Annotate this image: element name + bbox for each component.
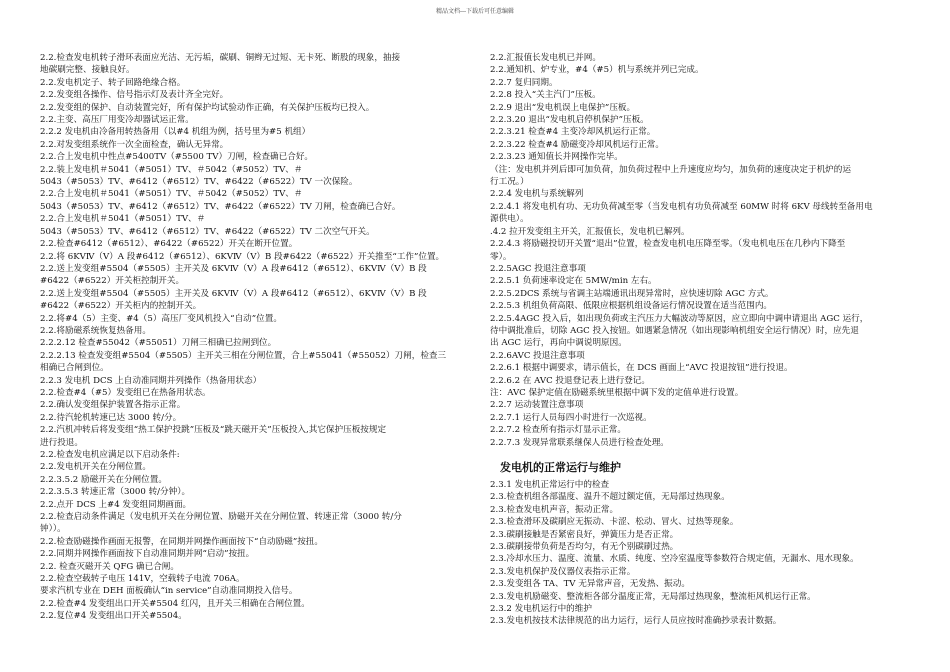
page-header: 精品文档---下载后可任意编辑: [435, 8, 515, 15]
text-line: 2.3.冷却水压力、温度、流量、水质、纯度、空冷室温度等参数符合规定值，无漏水、甩水现象。: [490, 554, 859, 565]
text-line: 2.3.检查发电机声音，振动正常。: [490, 504, 619, 515]
text-line: 2.2.合上发电机＃5041（#5051）TV、＃: [40, 214, 206, 225]
text-line: 2.2.检查空载转子电压 141V，空载转子电流 706A。: [40, 574, 245, 585]
text-line: 2.2.3.23 通知值长并网操作完毕。: [490, 152, 623, 163]
text-line: 2.2.送上发变组#5504（#5505）主开关及 6KVⅣ（Ⅴ）A 段#6412（#6512）、6KVⅣ（Ⅴ）B 段: [40, 263, 427, 274]
text-line: 零）。: [490, 251, 512, 262]
text-line: 进行投退。: [40, 437, 83, 448]
text-line: 2.2.3.22 检查#4 励磁变冷却风机运行正常。: [490, 139, 664, 150]
text-line: 注：AVC 保护定值在励磁系统里根据中调下发的定值单进行设置。: [490, 387, 744, 398]
text-line: 2.2.检查励磁操作画面无报警，在同期并网操作画面按下“自动励磁”按扭。: [40, 536, 323, 547]
text-line: 2.2.4.1 将发电机有功、无功负荷减至零（当发电机有功负荷减至 60MW 时将 6KV 母线转至备用电: [490, 201, 873, 212]
text-line: 2.2.5.4AGC 投入后，如出现负荷或主汽压力大幅波动等原因，应立即向中调申请退出 AGC 运行，: [490, 313, 869, 324]
text-line: 2.2.8 投入“关主汽门”压板。: [490, 90, 601, 101]
text-line: 2.2.7 复归同期。: [490, 77, 558, 88]
text-line: 2.2.检查启动条件满足（发电机开关在分闸位置、励磁开关在分闸位置、转速正常（3000 转/分: [40, 512, 402, 523]
right-column-part-2: [490, 479, 910, 628]
text-line: 待中调批准后，切除 AGC 投入按钮。如遇紧急情况（如出现影响机组安全运行情况）时，应先退: [490, 325, 859, 336]
text-line: 行工况。）: [490, 177, 529, 188]
text-line: 2.2.检查发电机应满足以下启动条件:: [40, 450, 180, 460]
text-line: 2.2.检查发电机转子滑环表面应光洁、无污垢，碳刷、铜辫无过短、无卡死、断股的现象，抽接: [40, 53, 401, 63]
text-line: 5043（#5053）TV、#6412（#6512）TV、#6422（#6522）TV 一次保险。: [40, 177, 358, 188]
text-line: 2.2.检查#4 发变组出口开关#5504 红闪，且开关三相确在合闸位置。: [40, 598, 310, 609]
text-line: 2.2.待汽轮机转速已达 3000 转/分。: [40, 412, 182, 423]
text-line: 2.3.发电机励磁变、整流柜各部分温度正常，无局部过热现象，整流柜风机运行正常。: [490, 591, 816, 602]
text-line: 2.2.2.13 检查发变组#5504（#5505）主开关三相在分闸位置，合上#55041（#55052）刀闸，检查三: [40, 350, 447, 361]
text-line: 2.2.5.1 负荷速率设定在 5MW/min 左右。: [490, 276, 657, 287]
text-line: 2.2.5AGC 投退注意事项: [490, 263, 586, 274]
right-column-part-1: [490, 52, 910, 449]
text-line: 2.2.4 发电机与系统解列: [490, 189, 584, 200]
text-line: 2.3.检查滑环及碳刷应无振动、卡涩、松动、冒火、过热等现象。: [490, 517, 739, 528]
text-line: 2.2.6.2 在 AVC 投退登记表上进行登记。: [490, 375, 650, 386]
text-line: 要求汽机专业在 DEH 面板确认“in service”自动准同期投入信号。: [40, 586, 298, 597]
text-line: 2.2.装上发电机＃5041（#5051）TV、＃5042（#5052）TV、＃: [40, 164, 303, 175]
text-line: 2.2.2 发电机由冷备用转热备用（以#4 机组为例，括号里为#5 机组）: [40, 127, 311, 138]
text-line: 2.2.将 6KVⅣ（Ⅴ）A 段#6412（#6512）、6KVⅣ（Ⅴ）B 段#6422（#6522）开关推至“工作”位置。: [40, 251, 445, 262]
text-line: 2.2.对发变组系统作一次全面检查，确认无异常。: [40, 139, 229, 150]
text-line: 出 AGC 运行，再向中调说明原因。: [490, 338, 627, 349]
text-line: 2.3.发变组各 TA、TV 无异常声音，无发热、振动。: [490, 579, 690, 590]
text-line: 2.2.复位#4 发变组出口开关#5504。: [40, 611, 187, 622]
text-line: 2.2.将励磁系统恢复热备用。: [40, 325, 151, 336]
right-column: [490, 52, 910, 628]
text-line: .4.2 拉开发变组主开关，汇报值长，发电机已解列。: [490, 226, 690, 237]
text-line: #6422（#6522）开关柜控制开关。: [40, 276, 185, 287]
text-line: 2.2.3.20 退出“发电机启停机保护”压板。: [490, 115, 649, 126]
text-line: 2.2.4.3 将励磁投切开关置“退出”位置，检查发电机电压降至零。（发电机电压在几秒内下降至: [490, 239, 846, 250]
text-line: 2.2.合上发电机中性点#5400TV（#5500 TV）刀闸，检查确已合好。: [40, 152, 314, 163]
text-line: 2.2.9 退出“发电机误上电保护”压板。: [490, 102, 636, 113]
text-line: 5043（#5053）TV、#6412（#6512）TV、#6422（#6522）TV 刀闸，检查确已合好。: [40, 201, 401, 212]
text-line: 2.2.6AVC 投退注意事项: [490, 350, 585, 361]
text-line: 地碳刷完整、接触良好。: [40, 65, 135, 76]
text-line: 2.2.汽机冲转后将发变组“热工保护投跳”压板及“跳天磁开关”压板投入,其它保护压板按规定: [40, 425, 387, 436]
text-line: 2.3.1 发电机正常运行中的检查: [490, 480, 610, 490]
text-line: 5043（#5053）TV、#6412（#6512）TV、#6422（#6522）TV 二次空气开关。: [40, 226, 375, 237]
text-line: 2.2.3 发电机 DCS 上自动准同期并列操作（热备用状态）: [40, 375, 262, 386]
text-line: 2.2.将#4（5）主变、#4（5）高压厂变风机投入“自动”位置。: [40, 313, 282, 324]
text-line: 相确已合闸到位。: [40, 363, 109, 374]
text-line: 2.2.同期并网操作画面按下自动准同期并网“启动”按扭。: [40, 549, 255, 560]
text-line: （注：发电机并列后即可加负荷，加负荷过程中上升速度应均匀，加负荷的速度决定于机炉的运: [490, 164, 851, 175]
text-line: 2.2.发电机定子、转子回路绝缘合格。: [40, 77, 186, 88]
text-line: 源供电）。: [490, 214, 529, 225]
text-line: 2.2.检查#6412（#6512）、#6422（#6522）开关在断开位置。: [40, 239, 298, 250]
text-line: 2.2.发变组的保护、自动装置完好，所有保护均试验动作正确，有关保护压板均已投入。: [40, 102, 375, 113]
text-line: 2.2.主变、高压厂用变冷却器试运正常。: [40, 115, 194, 126]
left-column: [40, 52, 460, 623]
text-line: #6422（#6522）开关柜内的控制开关。: [40, 301, 202, 312]
text-line: 2.2.3.5.2 励磁开关在分闸位置。: [40, 474, 167, 485]
text-line: 2.3.碳刷接触是否紧密良好，弹簧压力是否正常。: [490, 529, 679, 540]
text-line: 2.2.汇报值长发电机已并网。: [490, 53, 601, 63]
text-line: 2.2.点开 DCS 上#4 发变组同期画面。: [40, 499, 192, 510]
text-line: 2.2. 检查灭磁开关 QFG 确已合闸。: [40, 561, 179, 572]
text-line: 2.2.检查#4（#5）发变组已在热备用状态。: [40, 387, 211, 398]
text-line: 2.3.发电机按技术法律规范的出力运行，运行人员应按时准确抄录表计数据。: [490, 616, 782, 627]
text-line: 2.2.发电机开关在分闸位置。: [40, 462, 151, 473]
text-line: 2.2.3.5.3 转速正常（3000 转/分钟）。: [40, 487, 191, 498]
text-line: 2.2.6.1 根据中调要求，请示值长，在 DCS 画面上“AVC 投退按钮”进行投退。: [490, 363, 793, 374]
text-line: 2.2.7.1 运行人员每四小时进行一次巡视。: [490, 412, 652, 423]
text-line: 2.2.送上发变组#5504（#5505）主开关及 6KVⅣ（Ⅴ）A 段#6412（#6512）、6KVⅣ（Ⅴ）B 段: [40, 288, 427, 299]
text-line: 钟））。: [40, 524, 66, 535]
text-line: 2.2.合上发电机＃5041（#5051）TV、＃5042（#5052）TV、＃: [40, 189, 303, 200]
text-line: 2.2.7.3 发现异常联系继保人员进行检查处理。: [490, 437, 669, 448]
text-line: 2.3.碳刷接带负荷是否均匀，有无个别碳刷过热。: [490, 542, 679, 553]
text-line: 2.3.发电机保护及仪器仪表指示正常。: [490, 566, 636, 577]
text-line: 2.2.确认发变组保护装置各指示正常。: [40, 400, 186, 411]
text-line: 2.2.2.12 检查#55042（#55051）刀闸三相确已拉闸到位。: [40, 338, 277, 349]
text-line: 2.2.通知机、炉专业，#4（#5）机与系统并列已完成。: [490, 65, 704, 76]
section-title: 发电机的正常运行与维护: [500, 461, 621, 474]
text-line: 2.2.7 运动装置注意事项: [490, 400, 584, 411]
text-line: 2.2.发变组各操作、信号指示灯及表计齐全完好。: [40, 90, 229, 101]
text-line: 2.2.7.2 检查所有指示灯显示正常。: [490, 425, 626, 436]
text-line: 2.2.5.2DCS 系统与省调主站端通讯出现异常时，应快速切除 AGC 方式。: [490, 288, 774, 299]
text-line: 2.2.5.3 机组负荷高限、低限应根据机组设备运行情况设置在适当范围内。: [490, 301, 773, 312]
text-line: 2.3.检查机组各部温度、温升不超过额定值，无局部过热现象。: [490, 492, 730, 503]
text-line: 2.2.3.21 检查#4 主变冷却风机运行正常。: [490, 127, 656, 138]
text-line: 2.3.2 发电机运行中的维护: [490, 604, 592, 615]
